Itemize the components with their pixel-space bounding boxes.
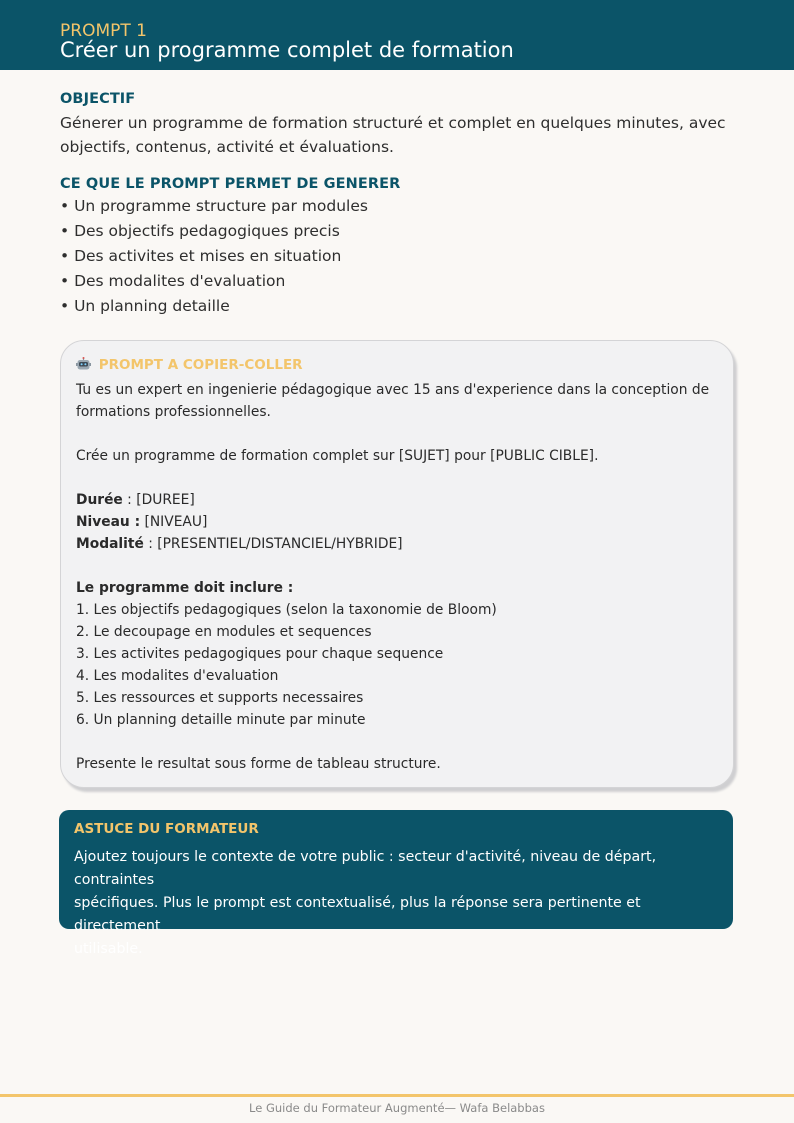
prompt-niveau — [76, 511, 716, 533]
modalite-value: : [PRESENTIEL/DISTANCIEL/HYBRIDE] — [143, 536, 403, 552]
include-label: Le programme doit inclure : — [76, 580, 294, 596]
prompt-line: Tu es un expert en ingenierie pédagogique avec 15 ans d'experience dans la conception de — [76, 382, 710, 398]
objectif-heading: OBJECTIF — [60, 91, 136, 107]
prompt-number: PROMPT 1 — [60, 21, 147, 41]
list-item: • Des activites et mises en situation — [60, 247, 342, 265]
generates-list — [60, 194, 368, 319]
footer-text: Le Guide du Formateur Augmenté— Wafa Belabbas — [249, 1101, 545, 1115]
page-title: Créer un programme complet de formation — [60, 38, 514, 62]
prompt-card[interactable] — [60, 340, 734, 788]
page-header — [0, 0, 794, 70]
duree-label: Durée — [76, 492, 123, 508]
tip-line: spécifiques. Plus le prompt est contextualisé, plus la réponse sera pertinente et directement — [74, 895, 641, 934]
tip-heading: ASTUCE DU FORMATEUR — [74, 821, 259, 837]
list-item: • Des objectifs pedagogiques precis — [60, 222, 340, 240]
prompt-list-item: 6. Un planning detaille minute par minute — [76, 712, 366, 728]
objectif-text — [60, 111, 740, 159]
tip-line: Ajoutez toujours le contexte de votre public : secteur d'activité, niveau de départ, contraintes — [74, 849, 657, 888]
prompt-text[interactable] — [76, 379, 716, 775]
list-item: • Un planning detaille — [60, 297, 230, 315]
generates-heading: CE QUE LE PROMPT PERMET DE GENERER — [60, 176, 401, 192]
niveau-label: Niveau : — [76, 514, 141, 530]
objectif-line: Génerer un programme de formation structuré et complet en quelques minutes, avec — [60, 114, 726, 132]
prompt-list-item: 5. Les ressources et supports necessaires — [76, 690, 364, 706]
objectif-line: objectifs, contenus, activité et évaluations. — [60, 138, 394, 156]
prompt-line: formations professionnelles. — [76, 404, 271, 420]
prompt-include-label — [76, 577, 716, 599]
duree-value: : [DUREE] — [122, 492, 195, 508]
niveau-value: [NIVEAU] — [140, 514, 208, 530]
prompt-list-item: 2. Le decoupage en modules et sequences — [76, 624, 372, 640]
robot-icon — [76, 357, 96, 373]
prompt-modalite — [76, 533, 716, 555]
modalite-label: Modalité — [76, 536, 144, 552]
tip-line: utilisable. — [74, 941, 143, 957]
tip-box — [59, 810, 733, 957]
list-item: • Un programme structure par modules — [60, 197, 368, 215]
list-item: • Des modalites d'evaluation — [60, 272, 286, 290]
prompt-list-item: 1. Les objectifs pedagogiques (selon la taxonomie de Bloom) — [76, 602, 497, 618]
footer-divider — [0, 1094, 794, 1097]
prompt-duree — [76, 489, 716, 511]
prompt-heading — [76, 356, 303, 374]
prompt-list-item: 3. Les activites pedagogiques pour chaque sequence — [76, 646, 444, 662]
prompt-list-item: 4. Les modalites d'evaluation — [76, 668, 279, 684]
prompt-line: Crée un programme de formation complet sur [SUJET] pour [PUBLIC CIBLE]. — [76, 448, 599, 464]
tip-text — [74, 846, 722, 961]
prompt-heading-label: PROMPT A COPIER-COLLER — [98, 357, 303, 373]
prompt-line: Presente le resultat sous forme de tableau structure. — [76, 756, 441, 772]
